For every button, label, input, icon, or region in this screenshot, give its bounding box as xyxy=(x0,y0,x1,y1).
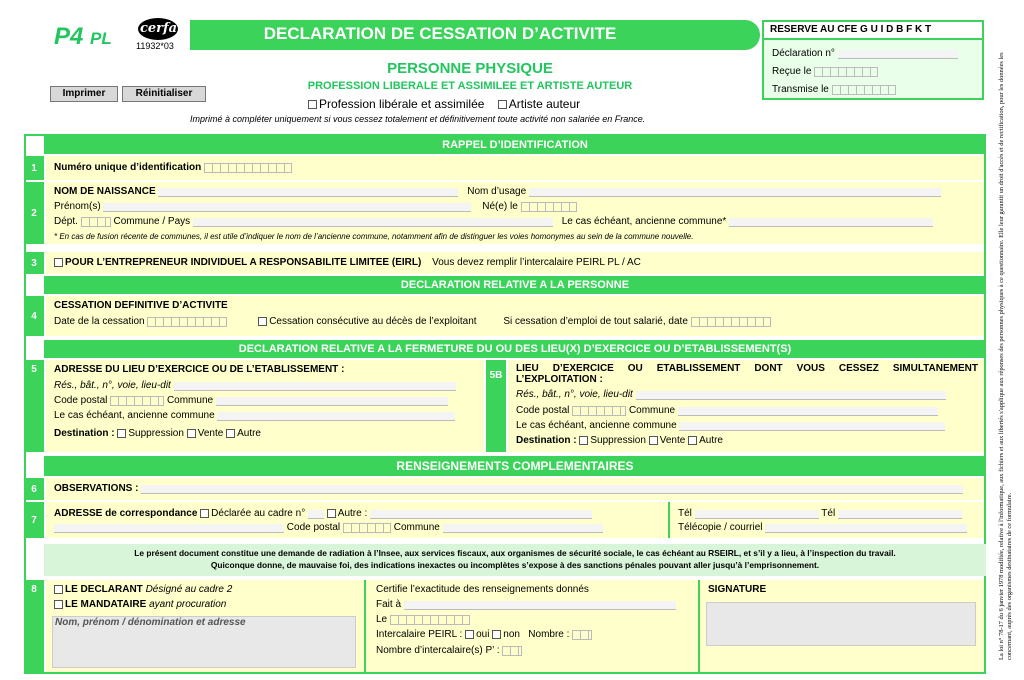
row-5b-res-field[interactable] xyxy=(636,391,946,400)
reserve-box xyxy=(762,20,984,100)
row-6-content: OBSERVATIONS : xyxy=(54,483,963,494)
certify-text: Certifie l’exactitude des renseignements donnés xyxy=(376,584,589,595)
row-7-line-1: ADRESSE de correspondance Déclarée au cadre n° Autre : xyxy=(54,508,592,519)
former-commune-field[interactable] xyxy=(729,218,933,227)
reserve-transmitted-field[interactable] xyxy=(832,85,896,95)
count-line: Nombre d’intercalaire(s) P’ : xyxy=(376,645,522,656)
header-note: Imprimé à compléter uniquement si vous cessez totalement et définitivement toute activité non salariée en France. xyxy=(190,114,646,124)
legal-line-1: Le présent document constitue une demande de radiation à l’Insee, aux services fiscaux, aux organismes de sécurité sociale, le cas échéant au RSEIRL, et s’il y a lieu, à l’inspection du travail. xyxy=(134,548,896,558)
mandataire-name-box[interactable] xyxy=(52,616,356,668)
reserve-transmitted: Transmise le xyxy=(772,84,896,95)
cerfa-number: 11932*03 xyxy=(136,41,174,51)
row-7-fax: Télécopie / courriel xyxy=(678,522,967,533)
option-liberal-label: Profession libérale et assimilée xyxy=(319,97,485,111)
tel-2-field[interactable] xyxy=(838,510,962,519)
observations-field[interactable] xyxy=(141,485,963,494)
row-5-res-field[interactable] xyxy=(174,382,456,391)
first-names-field[interactable] xyxy=(103,203,471,212)
row-number-6: 6 xyxy=(24,478,44,500)
row-5b-postal: Code postal Commune xyxy=(516,405,938,416)
made-at: Fait à xyxy=(376,599,676,610)
peirl-line: Intercalaire PEIRL : oui non Nombre : xyxy=(376,629,592,640)
legal-line-2: Quiconque donne, de mauvaise foi, des indications inexactes ou incomplètes s’expose à des sanctions pénales pouvant aller jusqu’à l’emprisonnement. xyxy=(210,560,820,570)
row-7-tel: Tél Tél xyxy=(678,508,962,519)
row-5b-title-2: L’EXPLOITATION : xyxy=(516,374,603,385)
mandataire-option: LE MANDATAIRE ayant procuration xyxy=(54,599,226,610)
reserve-declaration-field[interactable] xyxy=(838,50,958,59)
dept-field[interactable] xyxy=(81,217,111,227)
intercalaire-count-field[interactable] xyxy=(502,646,522,656)
tel-1-field[interactable] xyxy=(695,510,819,519)
declared-frame-field[interactable] xyxy=(308,510,324,519)
form-code-suffix: PL xyxy=(90,29,112,48)
subtitle-2: PROFESSION LIBERALE ET ASSIMILEE ET ARTISTE AUTEUR xyxy=(307,80,633,92)
row-7-divider xyxy=(668,502,670,538)
row-7-commune-field[interactable] xyxy=(443,524,603,533)
row-1-content: Numéro unique d’identification xyxy=(54,162,292,173)
section-person: DECLARATION RELATIVE A LA PERSONNE xyxy=(44,276,986,294)
cerfa-logo: cerfa xyxy=(138,18,178,40)
checkbox-other-address[interactable] xyxy=(327,509,336,518)
address-line-field[interactable] xyxy=(54,524,284,533)
reserve-received-field[interactable] xyxy=(814,67,878,77)
option-artist-label: Artiste auteur xyxy=(508,97,581,111)
checkbox-5-sale[interactable] xyxy=(187,429,196,438)
signed-date-field[interactable] xyxy=(390,615,470,625)
row-5-res: Rés., bât., n°, voie, lieu-dit xyxy=(54,380,456,391)
row-number-4: 4 xyxy=(24,296,44,336)
employ-end-date-field[interactable] xyxy=(691,317,771,327)
commune-field[interactable] xyxy=(193,218,553,227)
checkbox-death[interactable] xyxy=(258,317,267,326)
other-address-field[interactable] xyxy=(370,510,592,519)
checkbox-mandataire[interactable] xyxy=(54,600,63,609)
print-button[interactable]: Imprimer xyxy=(50,86,118,102)
row-number-1: 1 xyxy=(24,156,44,180)
made-at-field[interactable] xyxy=(404,601,676,610)
signature-label: SIGNATURE xyxy=(708,584,767,595)
row-5b-destination: Destination : Suppression Vente Autre xyxy=(516,435,723,446)
checkbox-eirl[interactable] xyxy=(54,258,63,267)
row-5-destination: Destination : Suppression Vente Autre xyxy=(54,428,261,439)
row-number-5b: 5B xyxy=(486,360,506,452)
cessation-title: CESSATION DEFINITIVE D’ACTIVITE xyxy=(54,300,228,311)
checkbox-declarant[interactable] xyxy=(54,585,63,594)
checkbox-5-other[interactable] xyxy=(226,429,235,438)
row-5-postal-field[interactable] xyxy=(110,396,164,406)
row-5b-title-1: LIEU D’EXERCICE OU ETABLISSEMENT DONT VOUS CESSEZ SIMULTANEMENT xyxy=(516,363,978,374)
declarant-option: LE DECLARANT Désigné au cadre 2 xyxy=(54,584,232,595)
checkbox-5b-other[interactable] xyxy=(688,436,697,445)
signature-box[interactable] xyxy=(706,602,976,646)
row-number-7: 7 xyxy=(24,502,44,538)
row-2-footnote: * En cas de fusion récente de communes, il est utile d’indiquer le nom de l’ancienne commune, notamment afin de distinguer les voies homonymes au sein de la commune nouvelle. xyxy=(54,232,694,241)
usage-name-field[interactable] xyxy=(529,188,941,197)
row-5b-postal-field[interactable] xyxy=(572,406,626,416)
row-number-2: 2 xyxy=(24,182,44,244)
row-7-postal-field[interactable] xyxy=(343,523,391,533)
row-3-content: POUR L’ENTREPRENEUR INDIVIDUEL A RESPONSABILITE LIMITEE (EIRL) Vous devez remplir l’intercalaire PEIRL PL / AC xyxy=(54,257,641,268)
signed-on: Le xyxy=(376,614,470,625)
row-4-content: Date de la cessation Cessation consécutive au décès de l’exploitant Si cessation d’emploi de tout salarié, date xyxy=(54,316,771,327)
checkbox-artist[interactable] xyxy=(498,100,507,109)
mandataire-name-label: Nom, prénom / dénomination et adresse xyxy=(55,617,246,628)
checkbox-declared[interactable] xyxy=(200,509,209,518)
page-title: DECLARATION DE CESSATION D’ACTIVITE xyxy=(263,24,617,43)
row-5b-former-field[interactable] xyxy=(679,422,945,431)
row-2-line-1: NOM DE NAISSANCE Nom d’usage xyxy=(54,186,974,197)
row-2-line-2: Prénom(s) Né(e) le xyxy=(54,201,974,212)
birth-name-field[interactable] xyxy=(158,188,458,197)
row-5-former: Le cas échéant, ancienne commune xyxy=(54,410,455,421)
form-code xyxy=(54,24,112,52)
reserve-title: RESERVE AU CFE G U I D B F K T xyxy=(764,22,982,40)
row-2-line-3: Dépt. Commune / Pays Le cas échéant, ancienne commune* xyxy=(54,216,974,227)
reserve-received: Reçue le xyxy=(772,66,878,77)
checkbox-peirl-no[interactable] xyxy=(492,630,501,639)
row-5-former-field[interactable] xyxy=(217,412,455,421)
row-number-3: 3 xyxy=(24,252,44,274)
row-7-line-2: Code postal Commune xyxy=(54,522,603,533)
checkbox-5b-supp[interactable] xyxy=(579,436,588,445)
siren-field[interactable] xyxy=(204,163,292,173)
cessation-date-field[interactable] xyxy=(147,317,227,327)
reserve-declaration: Déclaration n° xyxy=(772,48,958,59)
row-5b-res: Rés., bât., n°, voie, lieu-dit xyxy=(516,389,946,400)
subtitle: PERSONNE PHYSIQUE xyxy=(387,60,553,77)
birth-date-field[interactable] xyxy=(521,202,577,212)
section-info: RENSEIGNEMENTS COMPLEMENTAIRES xyxy=(44,456,986,476)
row-5b-commune-field[interactable] xyxy=(678,407,938,416)
section-identification: RAPPEL D’IDENTIFICATION xyxy=(44,136,986,154)
section-places: DECLARATION RELATIVE A LA FERMETURE DU OU DES LIEU(X) D’EXERCICE OU D’ETABLISSEMENT(S) xyxy=(44,340,986,358)
row-number-5: 5 xyxy=(24,360,44,452)
row-number-8: 8 xyxy=(24,580,44,672)
checkbox-peirl-yes[interactable] xyxy=(465,630,474,639)
reset-button[interactable]: Réinitialiser xyxy=(122,86,206,102)
row-5-title: ADRESSE DU LIEU D’EXERCICE OU DE L’ETABLISSEMENT : xyxy=(54,364,345,375)
row-5-commune-field[interactable] xyxy=(216,397,448,406)
fax-email-field[interactable] xyxy=(765,524,967,533)
side-legal-text: La loi n° 78-17 du 6 janvier 1978 modifiée, relative à l'informatique, aux fichiers et aux libertés s'applique aux réponses des personnes physiques à ce questionnaire. Elle leur garantit un droit d'accès et de rectification, pour les données les concernant, auprès des organismes destinataires de ce formulaire. xyxy=(998,52,1013,660)
row-5b-former: Le cas échéant, ancienne commune xyxy=(516,420,945,431)
checkbox-5b-sale[interactable] xyxy=(649,436,658,445)
checkbox-liberal[interactable] xyxy=(308,100,317,109)
peirl-count-field[interactable] xyxy=(572,630,592,640)
profession-options xyxy=(308,97,580,111)
row-5-postal: Code postal Commune xyxy=(54,395,448,406)
form-code-main: P4 xyxy=(54,23,84,50)
checkbox-5-supp[interactable] xyxy=(117,429,126,438)
